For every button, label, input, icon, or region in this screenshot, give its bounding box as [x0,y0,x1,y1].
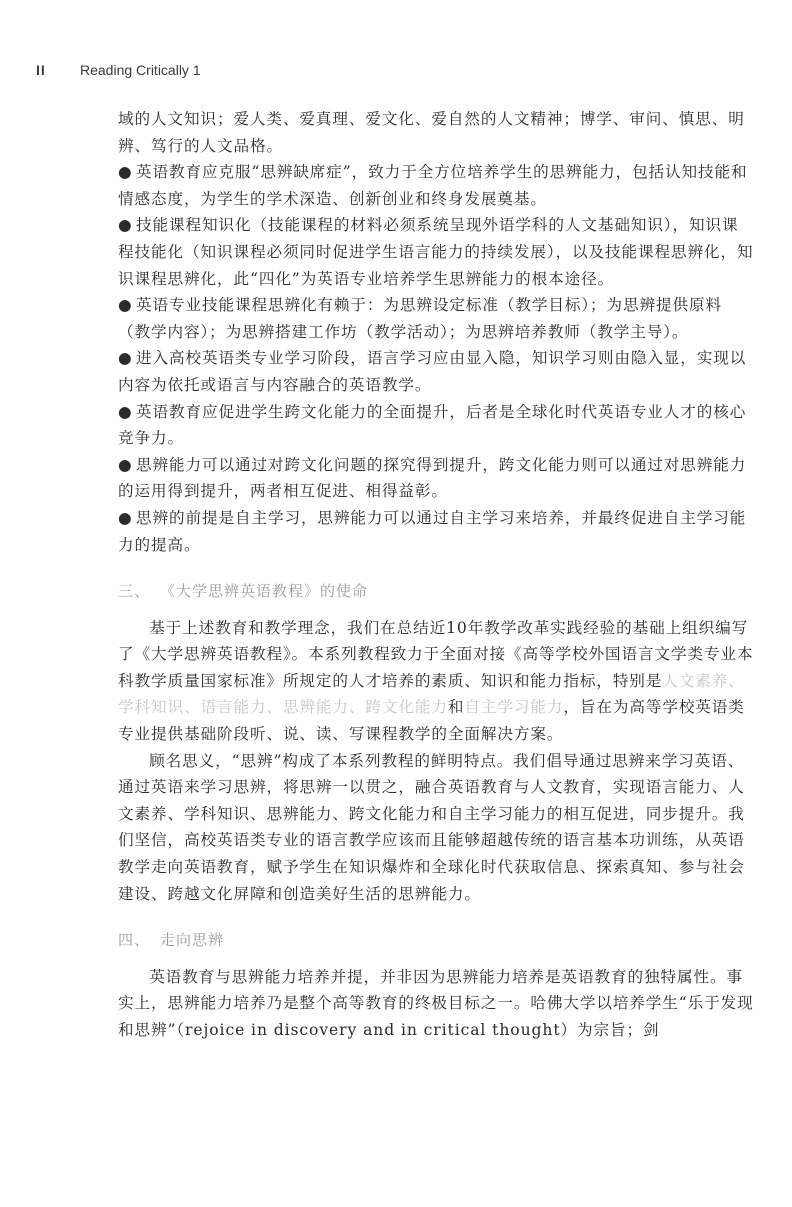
mission-paragraph-2: 顾名思义，“思辨”构成了本系列教程的鲜明特点。我们倡导通过思辨来学习英语、通过英语来学习思辨，将思辨一以贯之，融合英语教育与人文教育，实现语言能力、人文素养、学科知识、思辨能力、跨文化能力和自主学习能力的相互促进，同步提升。我们坚信，高校英语类专业的语言教学应该而且能够超越传统的语言基本功训练，从英语教学走向英语教育，赋予学生在知识爆炸和全球化时代获取信息、探索真知、参与社会建设、跨越文化屏障和创造美好生活的思辨能力。 [118,751,745,903]
list-item: ● 技能课程知识化（技能课程的材料必须系统呈现外语学科的人文基础知识），知识课程技能化（知识课程必须同时促进学生语言能力的持续发展），以及技能课程思辨化，知识课程思辨化，此“四化”为英语专业培养学生思辨能力的根本途径。 [118,212,754,292]
section-number: 四、 [118,931,151,950]
bullet-icon: ● [118,216,133,235]
section-title: 走向思辨 [160,931,225,950]
page-number: II [36,62,46,78]
bullet-icon: ● [118,296,133,315]
principles-list [118,159,754,558]
intro-paragraph: 域的人文知识；爱人类、爱真理、爱文化、爱自然的人文精神；博学、审问、慎思、明辨、笃行的人文品格。 [118,110,745,155]
book-title: Reading Critically 1 [80,62,201,78]
list-item: ● 思辨能力可以通过对跨文化问题的探究得到提升，跨文化能力则可以通过对思辨能力的运用得到提升，两者相互促进、相得益彰。 [118,452,754,505]
faded-text: 自主学习能力 [464,698,564,717]
list-item: ● 思辨的前提是自主学习，思辨能力可以通过自主学习来培养，并最终促进自主学习能力的提高。 [118,505,754,558]
faded-text: 人文素养、学科知识、语言能力、思辨能力、跨文化能力 [118,671,745,717]
list-item: ● 英语专业技能课程思辨化有赖于：为思辨设定标准（教学目标）；为思辨提供原料（教学内容）；为思辨搭建工作坊（教学活动）；为思辨培养教师（教学主导）。 [118,292,754,345]
page-body [118,106,754,1044]
mission-paragraph-1: 基于上述教育和教学理念，我们在总结近10年教学改革实践经验的基础上组织编写了《大学思辨英语教程》。本系列教程致力于全面对接《高等学校外国语言文学类专业本科教学质量国家标准》所规定的人才培养的素质、知识和能力指标，特别是人文素养、学科知识、语言能力、思辨能力、跨文化能力和自主学习能力，旨在为高等学校英语类专业提供基础阶段听、说、读、写课程教学的全面解决方案。 [118,618,754,744]
running-header [36,62,201,78]
list-item: ● 进入高校英语类专业学习阶段，语言学习应由显入隐，知识学习则由隐入显，实现以内容为依托或语言与内容融合的英语教学。 [118,345,754,398]
bullet-icon: ● [118,349,133,368]
section-heading-critical-thinking [118,927,754,954]
section-number: 三、 [118,582,151,601]
bullet-icon: ● [118,402,133,421]
section-title: 《大学思辨英语教程》的使命 [160,582,369,601]
bullet-icon: ● [118,163,133,182]
critical-thinking-paragraph: 英语教育与思辨能力培养并提，并非因为思辨能力培养是英语教育的独特属性。事实上，思辨能力培养乃是整个高等教育的终极目标之一。哈佛大学以培养学生“乐于发现和思辨”（rejoice in discovery and in critical thought）为宗旨；剑 [118,967,754,1039]
list-item: ● 英语教育应克服“思辨缺席症”，致力于全方位培养学生的思辨能力，包括认知技能和情感态度，为学生的学术深造、创新创业和终身发展奠基。 [118,159,754,212]
section-heading-mission [118,578,754,605]
bullet-icon: ● [118,455,133,474]
bullet-icon: ● [118,508,133,527]
list-item: ● 英语教育应促进学生跨文化能力的全面提升，后者是全球化时代英语专业人才的核心竞争力。 [118,399,754,452]
